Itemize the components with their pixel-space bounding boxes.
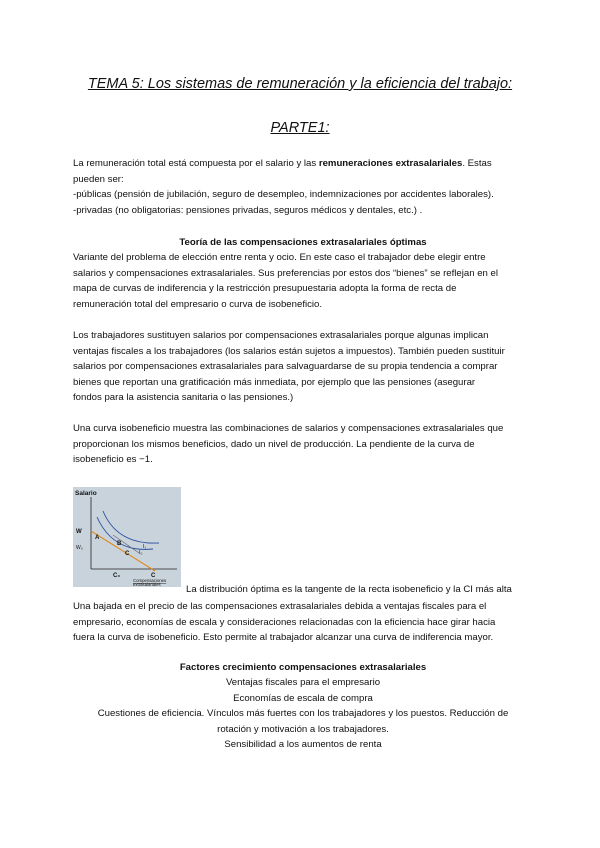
- para4-line: Una bajada en el precio de las compensaciones extrasalariales debida a ventajas fiscales para el: [73, 601, 487, 612]
- theory-line: mapa de curvas de indiferencia y la restricción presupuestaria adopta la forma de recta de: [73, 283, 457, 294]
- figure-caption: La distribución óptima es la tangente de la recta isobeneficio y la CI más alta: [186, 584, 512, 595]
- para2-line: ventajas fiscales a los trabajadores (los salarios están sujetos a impuestos). También pueden sustituir: [73, 345, 505, 357]
- intro-line-1: [73, 156, 533, 172]
- para4-line: fuera la curva de isobeneficio. Esto permite al trabajador alcanzar una curva de indiferencia mayor.: [73, 632, 494, 643]
- theory-line: remuneración total del empresario o curva de isobeneficio.: [73, 298, 323, 310]
- indifference-curve-i1: [103, 511, 159, 543]
- intro-line-1-end: . Estas: [462, 158, 492, 169]
- isobenefit-line: [91, 531, 155, 571]
- w-label: W: [76, 529, 82, 535]
- intro-paragraph: [73, 156, 533, 218]
- factors-list: [73, 675, 533, 753]
- price-drop-paragraph: [73, 599, 533, 646]
- part-heading: PARTE1:: [270, 120, 330, 136]
- point-a-label: A: [95, 535, 100, 541]
- para3-line: proporcionan los mismos beneficios, dado un nivel de producción. La pendiente de la curva de: [73, 438, 475, 450]
- factor-item: Cuestiones de eficiencia. Vínculos más fuertes con los trabajadores y los puestos. Reducción de: [97, 708, 509, 719]
- substitution-paragraph: [73, 328, 533, 406]
- isobenefit-figure: [73, 487, 181, 587]
- theory-line: Variante del problema de elección entre renta y ocio. En este caso el trabajador debe elegir entre: [73, 252, 486, 263]
- factors-heading: Factores crecimiento compensaciones extrasalariales: [179, 662, 427, 673]
- intro-line-4: -privadas (no obligatorias: pensiones privadas, seguros médicos y dentales, etc.) .: [73, 204, 423, 216]
- theory-heading: Teoría de las compensaciones extrasalariales óptimas: [179, 237, 427, 248]
- x-axis-label-1: Compensaciones: [133, 578, 167, 583]
- c-axis-label: C: [151, 573, 156, 579]
- para3-line: Una curva isobeneficio muestra las combinaciones de salarios y compensaciones extrasalariales que: [73, 423, 504, 434]
- x-axis-label-2: extrasalariales: [133, 582, 161, 587]
- c0-label: C₀: [113, 573, 121, 579]
- para2-line: Los trabajadores sustituyen salarios por compensaciones extrasalariales porque algunas implican: [73, 330, 489, 341]
- page-title: TEMA 5: Los sistemas de remuneración y la eficiencia del trabajo:: [87, 76, 513, 92]
- intro-line-2: pueden ser:: [73, 173, 124, 185]
- y-axis-label: Salario: [75, 490, 97, 497]
- para4-line: empresario, economías de escala y consideraciones relacionadas con la eficiencia hace girar hacia: [73, 616, 496, 628]
- isobenefit-paragraph: [73, 421, 533, 468]
- point-b-label: B: [117, 541, 122, 547]
- intro-line-1-text: La remuneración total está compuesta por el salario y las: [73, 158, 319, 169]
- factor-item: Ventajas fiscales para el empresario: [225, 677, 381, 688]
- para2-line: fondos para la asistencia sanitaria o las pensiones.): [73, 392, 294, 403]
- theory-line: salarios y compensaciones extrasalariales. Sus preferencias por estos dos “bienes” se reflejan en el: [73, 267, 499, 279]
- factor-item: Sensibilidad a los aumentos de renta: [224, 739, 382, 750]
- para2-line: salarios por compensaciones extrasalariales para salvaguardarse de su propia tendencia a comprar: [73, 361, 498, 372]
- w0-label: W₀: [76, 545, 83, 551]
- curve-i0-label: I₀: [139, 550, 143, 556]
- isobenefit-diagram: [73, 487, 181, 587]
- intro-line-3: -públicas (pensión de jubilación, seguro de desempleo, indemnizaciones por accidentes laborales).: [73, 189, 494, 200]
- point-c-label: C: [125, 551, 130, 557]
- factor-item: rotación y motivación a los trabajadores.: [217, 723, 389, 735]
- intro-line-1-bold: remuneraciones extrasalariales: [318, 158, 463, 169]
- para3-line: isobeneficio es −1.: [73, 454, 153, 465]
- factor-item: Economías de escala de compra: [233, 692, 373, 704]
- theory-paragraph: [73, 250, 533, 312]
- curve-i1-label: I₁: [143, 544, 147, 550]
- para2-line: bienes que reportan una gratificación más inmediata, por ejemplo que las pensiones (asegurar: [73, 376, 476, 388]
